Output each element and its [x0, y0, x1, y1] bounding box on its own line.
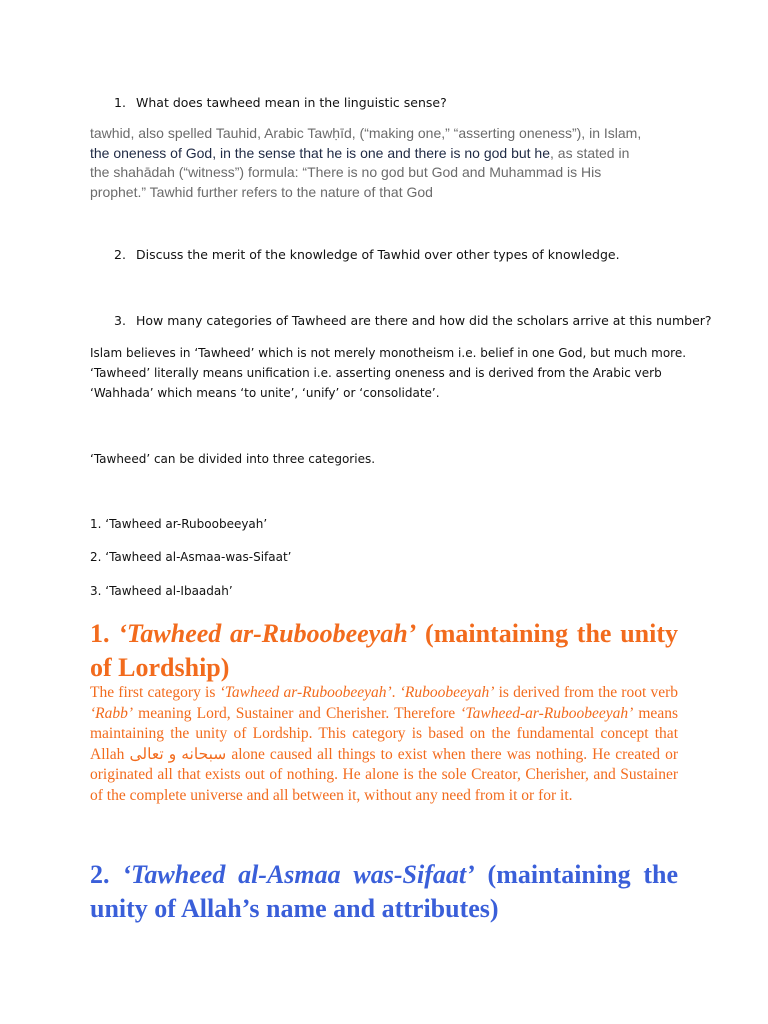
answer-3-line-3: ‘Wahhada’ which means ‘to unite’, ‘unify’ or ‘consolidate’. [90, 386, 440, 400]
section-2-heading [90, 858, 678, 926]
answer-1-highlight: the oneness of God, in the sense that he is one and there is no god but he [90, 144, 550, 161]
category-item: 2. ‘Tawheed al-Asmaa-was-Sifaat’ [90, 550, 292, 564]
answer-1-part-1: tawhid, also spelled Tauhid, Arabic Tawḥīd, (“making one,” “asserting oneness”), in Islam, [90, 125, 642, 141]
question-number: 3. [114, 313, 126, 328]
para-text: means maintaining the unity of Lordship. This category is based on the fundamental concept that Allah [90, 704, 678, 763]
category-item: 1. ‘Tawheed ar-Ruboobeeyah’ [90, 517, 268, 531]
section-1-title-italic: ‘Tawheed ar-Ruboobeeyah’ [118, 619, 417, 648]
para-text: meaning Lord, Sustainer and Cherisher. Therefore [133, 704, 461, 722]
section-1-title-rest: (maintaining the unity of Lordship) [90, 619, 678, 682]
para-italic: ‘Tawheed ar-Ruboobeeyah’ [219, 684, 392, 701]
para-italic: ‘Rabb’ [90, 704, 134, 722]
para-italic: ‘Ruboobeeyah’ [399, 684, 495, 701]
arabic-honorific: سبحانه و تعالى [129, 745, 227, 763]
question-text: What does tawheed mean in the linguistic sense? [136, 95, 447, 110]
question-text: Discuss the merit of the knowledge of Tawhid over other types of knowledge. [136, 247, 620, 262]
question-text: How many categories of Tawheed are there and how did the scholars arrive at this number? [136, 313, 712, 328]
answer-3-line-1: Islam believes in ‘Tawheed’ which is not merely monotheism i.e. belief in one God, but much more. [90, 346, 687, 360]
section-2-title-italic: ‘Tawheed al-Asmaa was-Sifaat’ [122, 860, 475, 889]
categories-intro: ‘Tawheed’ can be divided into three categories. [90, 452, 376, 466]
category-item: 3. ‘Tawheed al-Ibaadah’ [90, 584, 233, 598]
question-number: 1. [114, 95, 126, 110]
question-2 [114, 247, 620, 262]
answer-1-paragraph [90, 124, 650, 202]
section-1-heading [90, 617, 678, 685]
para-text: . [391, 684, 400, 701]
section-2-title-rest: (maintaining the unity of Allah’s name and attributes) [90, 860, 679, 923]
para-italic: ‘Tawheed-ar-Ruboobeeyah’ [460, 704, 634, 722]
question-1 [114, 95, 447, 110]
para-text: alone caused all things to exist when there was nothing. He created or originated all that exists out of nothing. He alone is the sole Creator, Cherisher, and Sustainer of the complete universe and all between it, without any need from it or for it. [90, 745, 678, 804]
answer-3-line-2: ‘Tawheed’ literally means unification i.e. asserting oneness and is derived from the Arabic verb [90, 366, 662, 380]
section-1-number: 1. [90, 619, 119, 648]
para-text: The first category is [90, 684, 220, 701]
question-3 [114, 313, 712, 328]
section-2-number: 2. [90, 860, 123, 889]
answer-1-part-3: , as stated in the shahādah (“witness”) formula: “There is no god but God and Muhammad is His prophet.” Tawhid further refers to the nature of that God [90, 144, 630, 200]
question-number: 2. [114, 247, 126, 262]
para-text: is derived from the root verb [494, 684, 679, 701]
section-1-paragraph [90, 683, 678, 806]
